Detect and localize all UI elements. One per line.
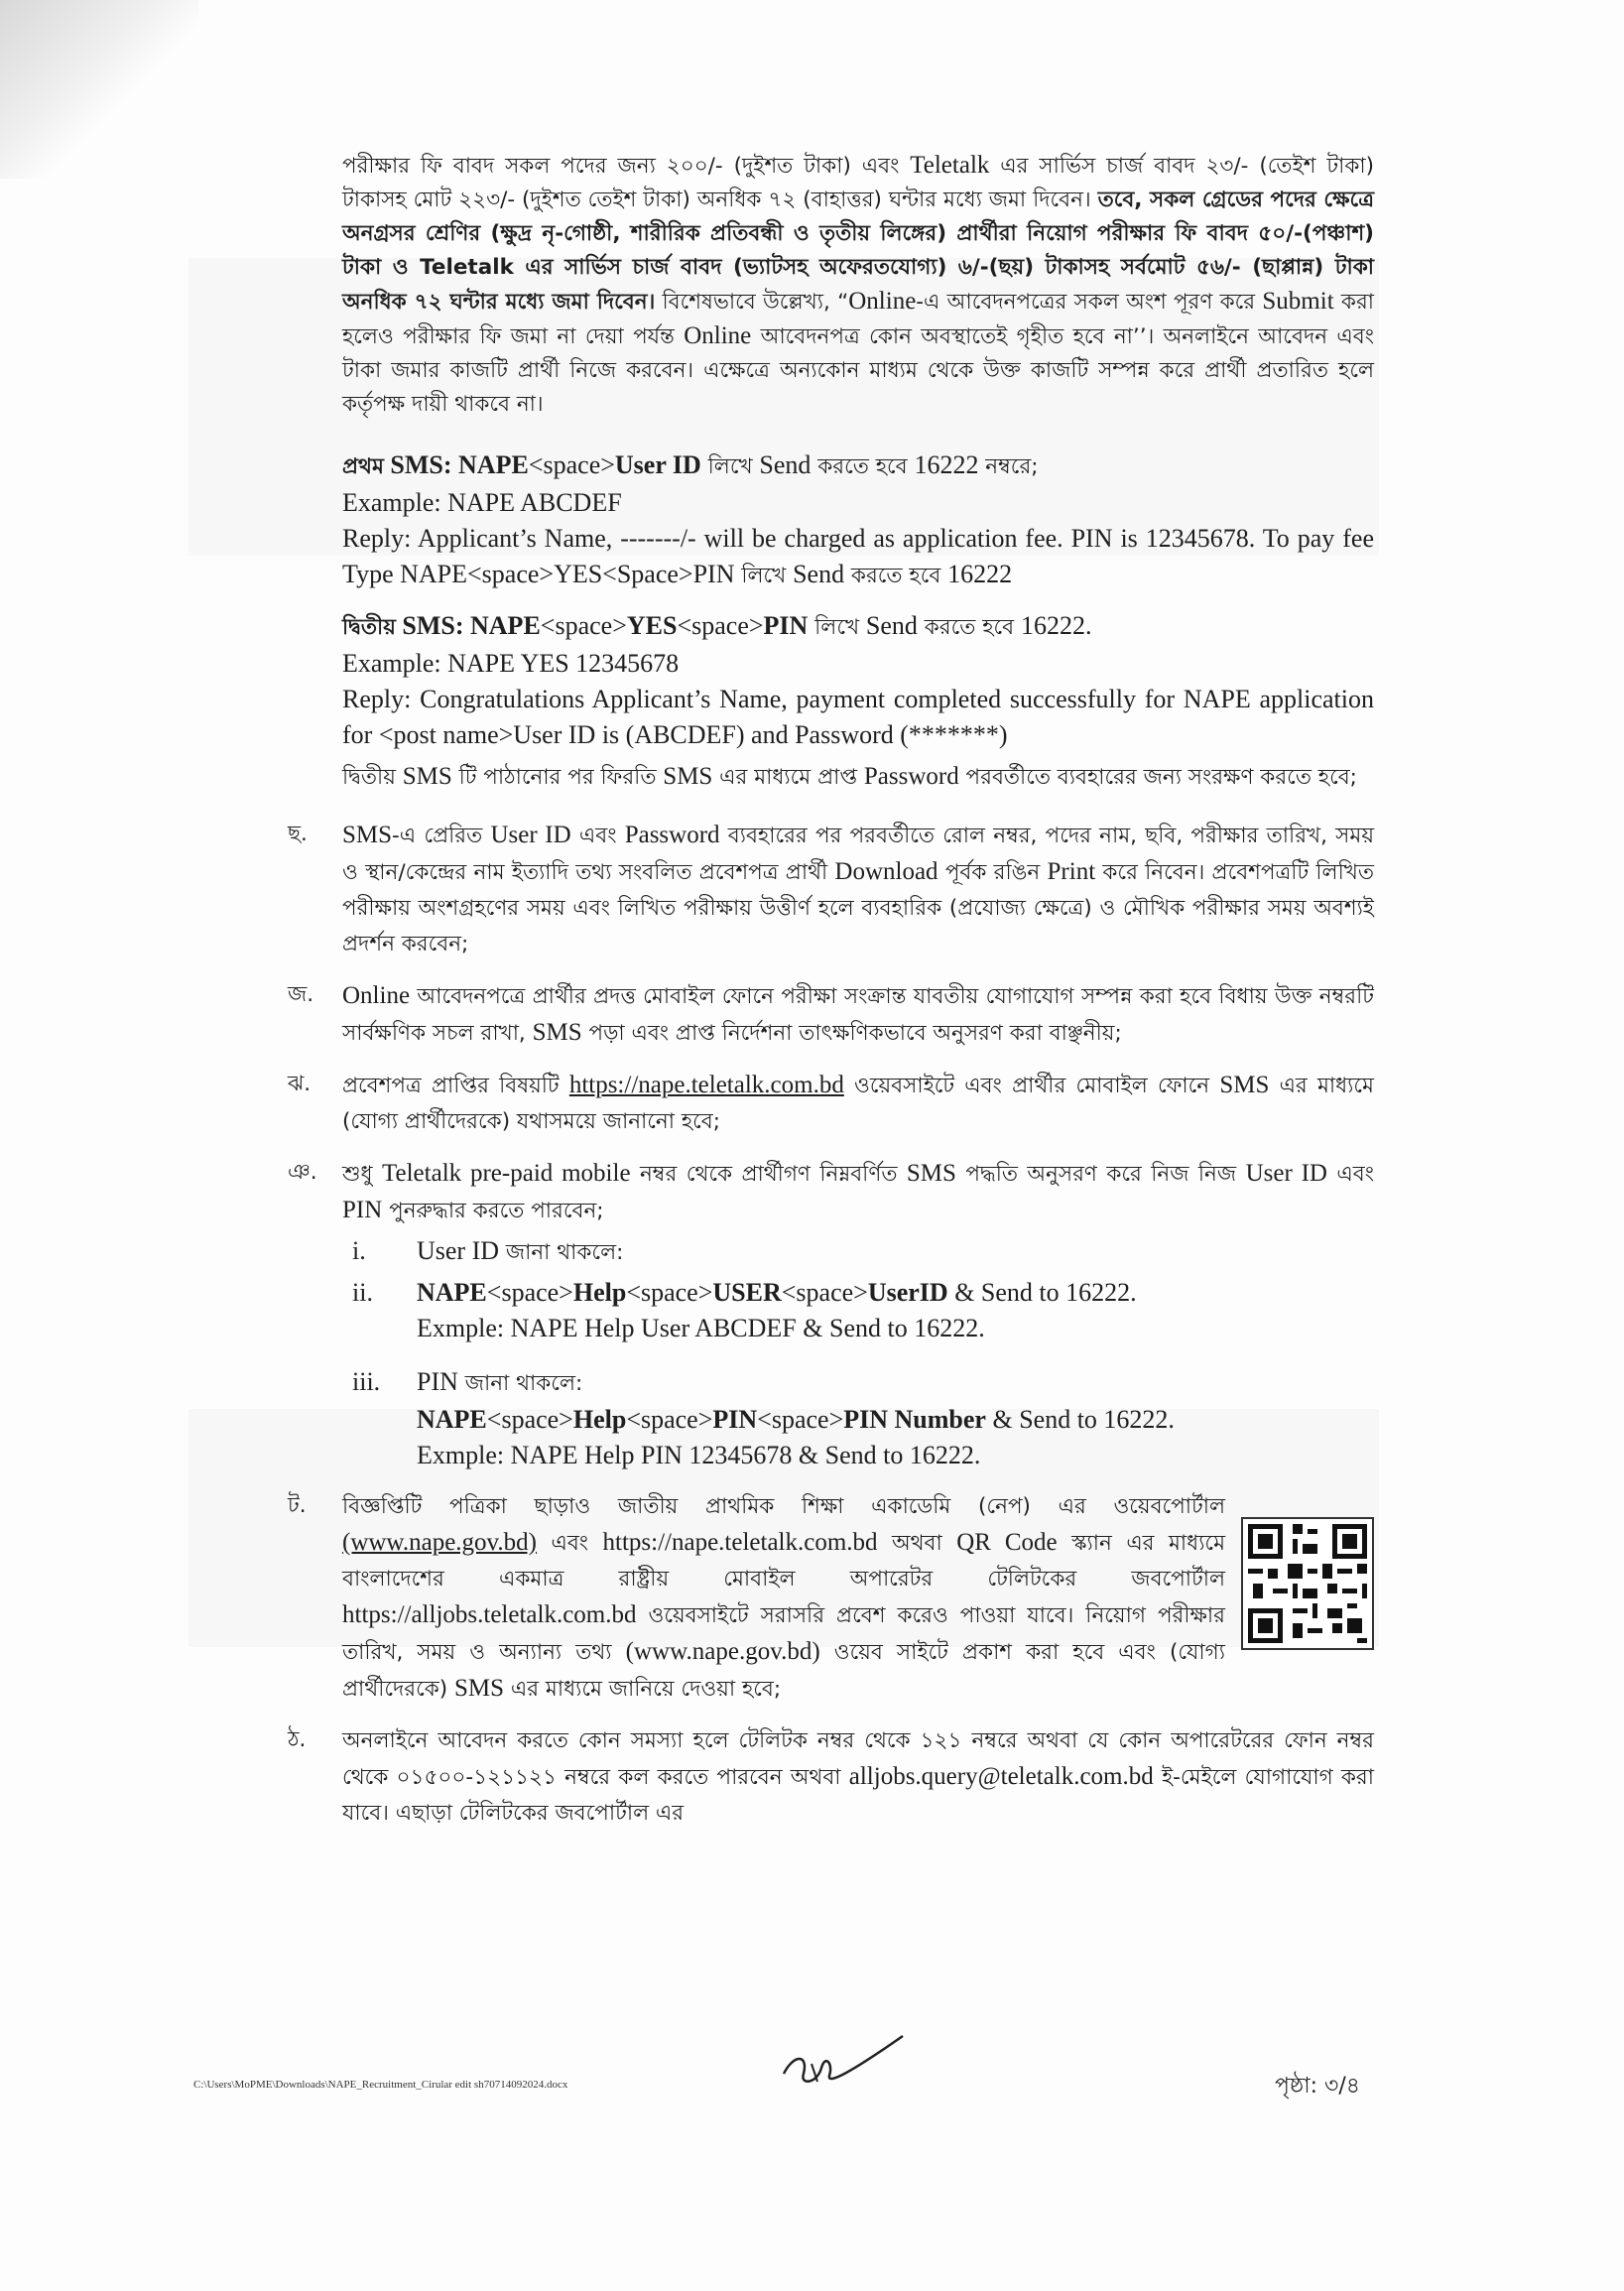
text: ওয়েবসাইটে সরাসরি প্রবেশ করেও পাওয়া যাবে। নিয়োগ পরীক্ষার তারিখ, সময় ও অন্যান্য তথ্য (342, 1603, 1225, 1665)
text: Send (759, 450, 812, 479)
text: Send (865, 611, 918, 640)
list-item-text (342, 1156, 1374, 1229)
text: প্রথম (342, 454, 384, 479)
text: বিজ্ঞপ্তিটি পত্রিকা ছাড়াও জাতীয় প্রাথমিক শিক্ষা একাডেমি (নেপ) এর ওয়েবপোর্টাল (342, 1494, 1225, 1519)
text: PIN (763, 611, 809, 640)
text: User ID (614, 450, 701, 479)
text: Submit (1262, 288, 1334, 315)
sub-item-iii (342, 1364, 1374, 1473)
text: SMS (1219, 1072, 1270, 1098)
text: SMS (342, 822, 393, 848)
text: SMS: NAPE (395, 611, 541, 640)
text: SMS (454, 1675, 505, 1702)
text: ব্যবহারের পর পরবর্তীতে রোল নম্বর, পদের নাম, ছবি, পরীক্ষার তারিখ, সময় ও স্থান/কেন্দ্রের নাম ইত্যাদি তথ্য সংবলিত প্রবেশপত্র প্রার্থী (342, 824, 1374, 885)
text: & Send to 16222. (985, 1405, 1175, 1434)
text: Help (572, 1278, 627, 1307)
sms-first-reply (342, 521, 1374, 594)
text: আবেদনপত্র কোন অবস্থাতেই গৃহীত হবে না’’। অনলাইনে আবেদন এবং টাকা জমার কাজটি প্রার্থী নিজে করবেন। এক্ষেত্রে অন্যকোন মাধ্যম থেকে উক্ত কাজটি সম্পন্ন করে প্রার্থী প্রতারিত হলে কর্তৃপক্ষ দায়ী থাকবে না। (342, 324, 1375, 417)
text: SMS (532, 1019, 582, 1046)
email-link[interactable]: alljobs.query@teletalk.com.bd (848, 1763, 1154, 1790)
text: দ্বিতীয় (342, 765, 403, 790)
text: পরবর্তীতে ব্যবহারের জন্য সংরক্ষণ করতে হবে; (958, 765, 1357, 790)
text: পরীক্ষার ফি বাবদ সকল পদের জন্য ২০০/- (দুইশত টাকা) এবং (342, 154, 911, 179)
list-item-text (342, 1723, 1374, 1832)
text: এবং (1327, 1162, 1374, 1187)
list-item-text (342, 1068, 1374, 1140)
text: PIN (712, 1405, 758, 1434)
text: Online (342, 982, 411, 1009)
list-item-jha (288, 1068, 1374, 1140)
text: Exmple: NAPE Help PIN 12345678 & Send to 16222. (417, 1441, 981, 1469)
text: লিখে (700, 454, 760, 479)
sms-first-example: Example: NAPE ABCDEF (342, 488, 622, 517)
text: PIN (342, 1197, 383, 1223)
list-marker: জ. (288, 982, 314, 1007)
fee-paragraph (342, 149, 1374, 422)
text: <space> (626, 1405, 713, 1434)
list-marker: ছ. (288, 822, 308, 846)
sms-second-note (342, 759, 1374, 796)
text: Teletalk (910, 152, 990, 179)
signature-mark (774, 2024, 913, 2094)
text: Password (863, 763, 959, 790)
text: টি পাঠানোর পর ফিরতি (451, 765, 664, 790)
text: লিখে (734, 564, 794, 588)
list-marker: ট. (288, 1493, 307, 1518)
text: UserID (867, 1278, 948, 1307)
text: <space> (540, 611, 627, 640)
text: QR Code (956, 1529, 1058, 1556)
text: <space> (626, 1278, 713, 1307)
nape-teletalk-link[interactable]: https://nape.teletalk.com.bd (568, 1072, 844, 1098)
text: SMS (663, 763, 713, 790)
text: <space> (486, 1405, 573, 1434)
sub-marker: iii. (352, 1367, 381, 1396)
text: <space> (781, 1278, 868, 1307)
text: করতে হবে (844, 564, 948, 588)
document-body (288, 149, 1375, 1832)
text: Online (848, 288, 917, 315)
text: জানা থাকলে: (457, 1371, 583, 1396)
list-item-ta (288, 1489, 1374, 1708)
text: পড়া এবং প্রাপ্ত নির্দেশনা তাৎক্ষণিকভাবে অনুসরণ করা বাঞ্ছনীয়; (581, 1021, 1122, 1046)
list-marker: ঠ. (288, 1727, 307, 1752)
text: প্রবেশপত্র প্রাপ্তির বিষয়টি (342, 1074, 569, 1098)
text: SMS: NAPE (383, 450, 529, 479)
nape-gov-link[interactable]: (www.nape.gov.bd) (342, 1529, 538, 1556)
text: করে নিবেন। প্রবেশপত্রটি লিখিত পরীক্ষায় অংশগ্রহণের সময় এবং লিখিত পরীক্ষায় উত্তীর্ণ হলে ব্যবহারিক (প্রযোজ্য ক্ষেত্রে) ও মৌখিক পরীক্ষার সময় অবশ্যই প্রদর্শন করবেন; (342, 860, 1374, 956)
sms-instructions (342, 447, 1374, 796)
text: SMS (402, 763, 452, 790)
text: ওয়েব সাইটে প্রকাশ করা হবে এবং (যোগ্য প্রার্থীদেরকে) (342, 1640, 1225, 1702)
sms-second-line (342, 608, 1374, 646)
text: নম্বরে; (978, 454, 1039, 479)
text: https://nape.teletalk.com.bd (602, 1529, 878, 1556)
text: আবেদনপত্রে প্রার্থীর প্রদত্ত মোবাইল ফোনে পরীক্ষা সংক্রান্ত যাবতীয় যোগাযোগ সম্পন্ন করা হবে বিধায় উক্ত নম্বরটি সার্বক্ষণিক সচল রাখা, (342, 984, 1374, 1046)
list-item-text (342, 818, 1374, 962)
text: <space> (677, 611, 764, 640)
text: -এ প্রেরিত (392, 824, 491, 848)
page-number: পৃষ্ঠা: ৩/৪ (1275, 2074, 1361, 2099)
text: এর মাধ্যমে (যোগ্য প্রার্থীদেরকে) যথাসময়ে জানানো হবে; (342, 1074, 1374, 1134)
page-corner-fold (0, 0, 198, 179)
sub-item-ii (342, 1275, 1374, 1346)
list-item-cha (288, 818, 1374, 962)
text: 16222. (1020, 611, 1092, 640)
text: করতে হবে (811, 454, 915, 479)
text: User ID (490, 822, 571, 848)
bold-notice: তবে, সকল গ্রেডের পদের ক্ষেত্রে অনগ্রসর শ্রেণির (ক্ষুদ্র নৃ-গোষ্ঠী, শারীরিক প্রতিবন্ধী ও তৃতীয় লিঙ্গের) প্রার্থীরা নিয়োগ পরীক্ষার ফি বাবদ ৫০/-(পঞ্চাশ) টাকা ও Teletalk এর সার্ভিস চার্জ বাবদ (ভ্যাটসহ অফেরতযোগ্য) ৬/-(ছয়) টাকাসহ সর্বমোট ৫৬/- (ছাপ্পান্ন) টাকা অনধিক ৭২ ঘন্টার মধ্যে জমা দিবেন। (342, 188, 1374, 315)
list-marker: ঞ. (288, 1160, 317, 1185)
text: Teletalk pre-paid mobile (381, 1160, 631, 1187)
text: Password (624, 822, 720, 848)
text: User ID (417, 1236, 500, 1265)
text: পদ্ধতি অনুসরণ করে নিজ নিজ (955, 1162, 1246, 1187)
text: অথবা (877, 1531, 957, 1556)
list-item-nya (288, 1156, 1374, 1473)
text: Help (572, 1405, 627, 1434)
sub-marker: i. (352, 1236, 366, 1265)
text: নম্বর থেকে প্রার্থীগণ নিম্নবর্ণিত (630, 1162, 907, 1187)
text: PIN Number (843, 1405, 986, 1434)
text: লিখে (808, 615, 866, 640)
sms-first-line (342, 447, 1374, 485)
text: ই-মেইলে যোগাযোগ করা যাবে। এছাড়া টেলিটকের জবপোর্টাল এর (342, 1765, 1374, 1826)
text: বিশেষভাবে উল্লেখ্য, “ (655, 290, 849, 315)
text: YES (626, 611, 678, 640)
text: 16222 (914, 450, 979, 479)
text: Send (793, 560, 845, 588)
list-item-ja (288, 978, 1374, 1052)
text: অনলাইনে আবেদন করতে কোন সমস্যা হলে টেলিটক নম্বর থেকে ১২১ নম্বরে অথবা যে কোন অপারেটরের ফোন নম্বর থেকে ০১৫০০-১২১১২১ নম্বরে কল করতে পারবেন অথবা (342, 1728, 1374, 1790)
text: USER (712, 1278, 782, 1307)
text: SMS (906, 1160, 956, 1187)
text: করতে হবে (917, 615, 1021, 640)
text: ওয়েবসাইটে এবং প্রার্থীর মোবাইল ফোনে (843, 1074, 1220, 1098)
text: এর মাধ্যমে জানিয়ে দেওয়া হবে; (504, 1677, 782, 1702)
text: Download (834, 858, 938, 885)
qr-code-graphic (1243, 1519, 1372, 1648)
sms-second-reply: Reply: Congratulations Applicant’s Name, payment completed successfully for NAPE application for <post name>User ID is (ABCDEF) and Password (*******) (342, 685, 1374, 749)
qr-code-icon[interactable] (1241, 1517, 1374, 1650)
text: User ID (1245, 1160, 1327, 1187)
text: এবং (537, 1531, 603, 1556)
text: Print (1047, 858, 1096, 885)
text: <space> (486, 1278, 573, 1307)
text: https://alljobs.teletalk.com.bd (342, 1601, 637, 1628)
list-item-text (342, 1489, 1374, 1708)
text: <space> (757, 1405, 844, 1434)
list-item-text (342, 978, 1374, 1052)
text: 16222 (947, 560, 1013, 588)
text: এর মাধ্যমে প্রাপ্ত (712, 765, 864, 790)
text: স্ক্যান এর মাধ্যমে বাংলাদেশের একমাত্র রাষ্ট্রীয় মোবাইল অপারেটর টেলিটকের জবপোর্টাল (342, 1531, 1226, 1591)
list-item-tha (288, 1723, 1374, 1832)
text: পুনরুদ্ধার করতে পারবেন; (382, 1199, 604, 1223)
text: NAPE (417, 1405, 487, 1434)
text: <space> (528, 450, 615, 479)
text: Online (684, 322, 752, 349)
text: এবং (570, 824, 625, 848)
text: NAPE (417, 1278, 487, 1307)
sms-second-example: Example: NAPE YES 12345678 (342, 649, 680, 678)
text: -এ আবেদনপত্রের সকল অংশ পূরণ করে (916, 290, 1263, 315)
sub-item-i (342, 1233, 1374, 1271)
text: করা হলেও পরীক্ষার ফি জমা না দেয়া পর্যন্ত (342, 290, 1375, 349)
text: জানা থাকলে: (499, 1240, 624, 1265)
sub-marker: ii. (352, 1278, 373, 1307)
text: পূর্বক রঙিন (937, 860, 1048, 885)
text: শুধু (342, 1162, 382, 1187)
text: Reply: Applicant’s Name, -------/- will be charged as application fee. PIN is 12345678. To pay fee Type NAPE<space>YES<Space>PIN (342, 524, 1374, 588)
text: দ্বিতীয় (342, 615, 396, 640)
list-marker: ঝ. (288, 1072, 312, 1096)
text: Exmple: NAPE Help User ABCDEF & Send to 16222. (417, 1314, 985, 1342)
text: এর সার্ভিস চার্জ বাবদ ২৩/- (তেইশ টাকা) টাকাসহ মোট ২২৩/- (দুইশত তেইশ টাকা) অনধিক ৭২ (বাহাত্তর) ঘন্টার মধ্যে জমা দিবেন। (342, 154, 1374, 212)
text: PIN (417, 1367, 458, 1396)
text: & Send to 16222. (947, 1278, 1137, 1307)
file-path-footer: C:\Users\MoPME\Downloads\NAPE_Recruitment_Cirular edit sh70714092024.docx (193, 2079, 568, 2091)
text: (www.nape.gov.bd) (625, 1638, 820, 1665)
